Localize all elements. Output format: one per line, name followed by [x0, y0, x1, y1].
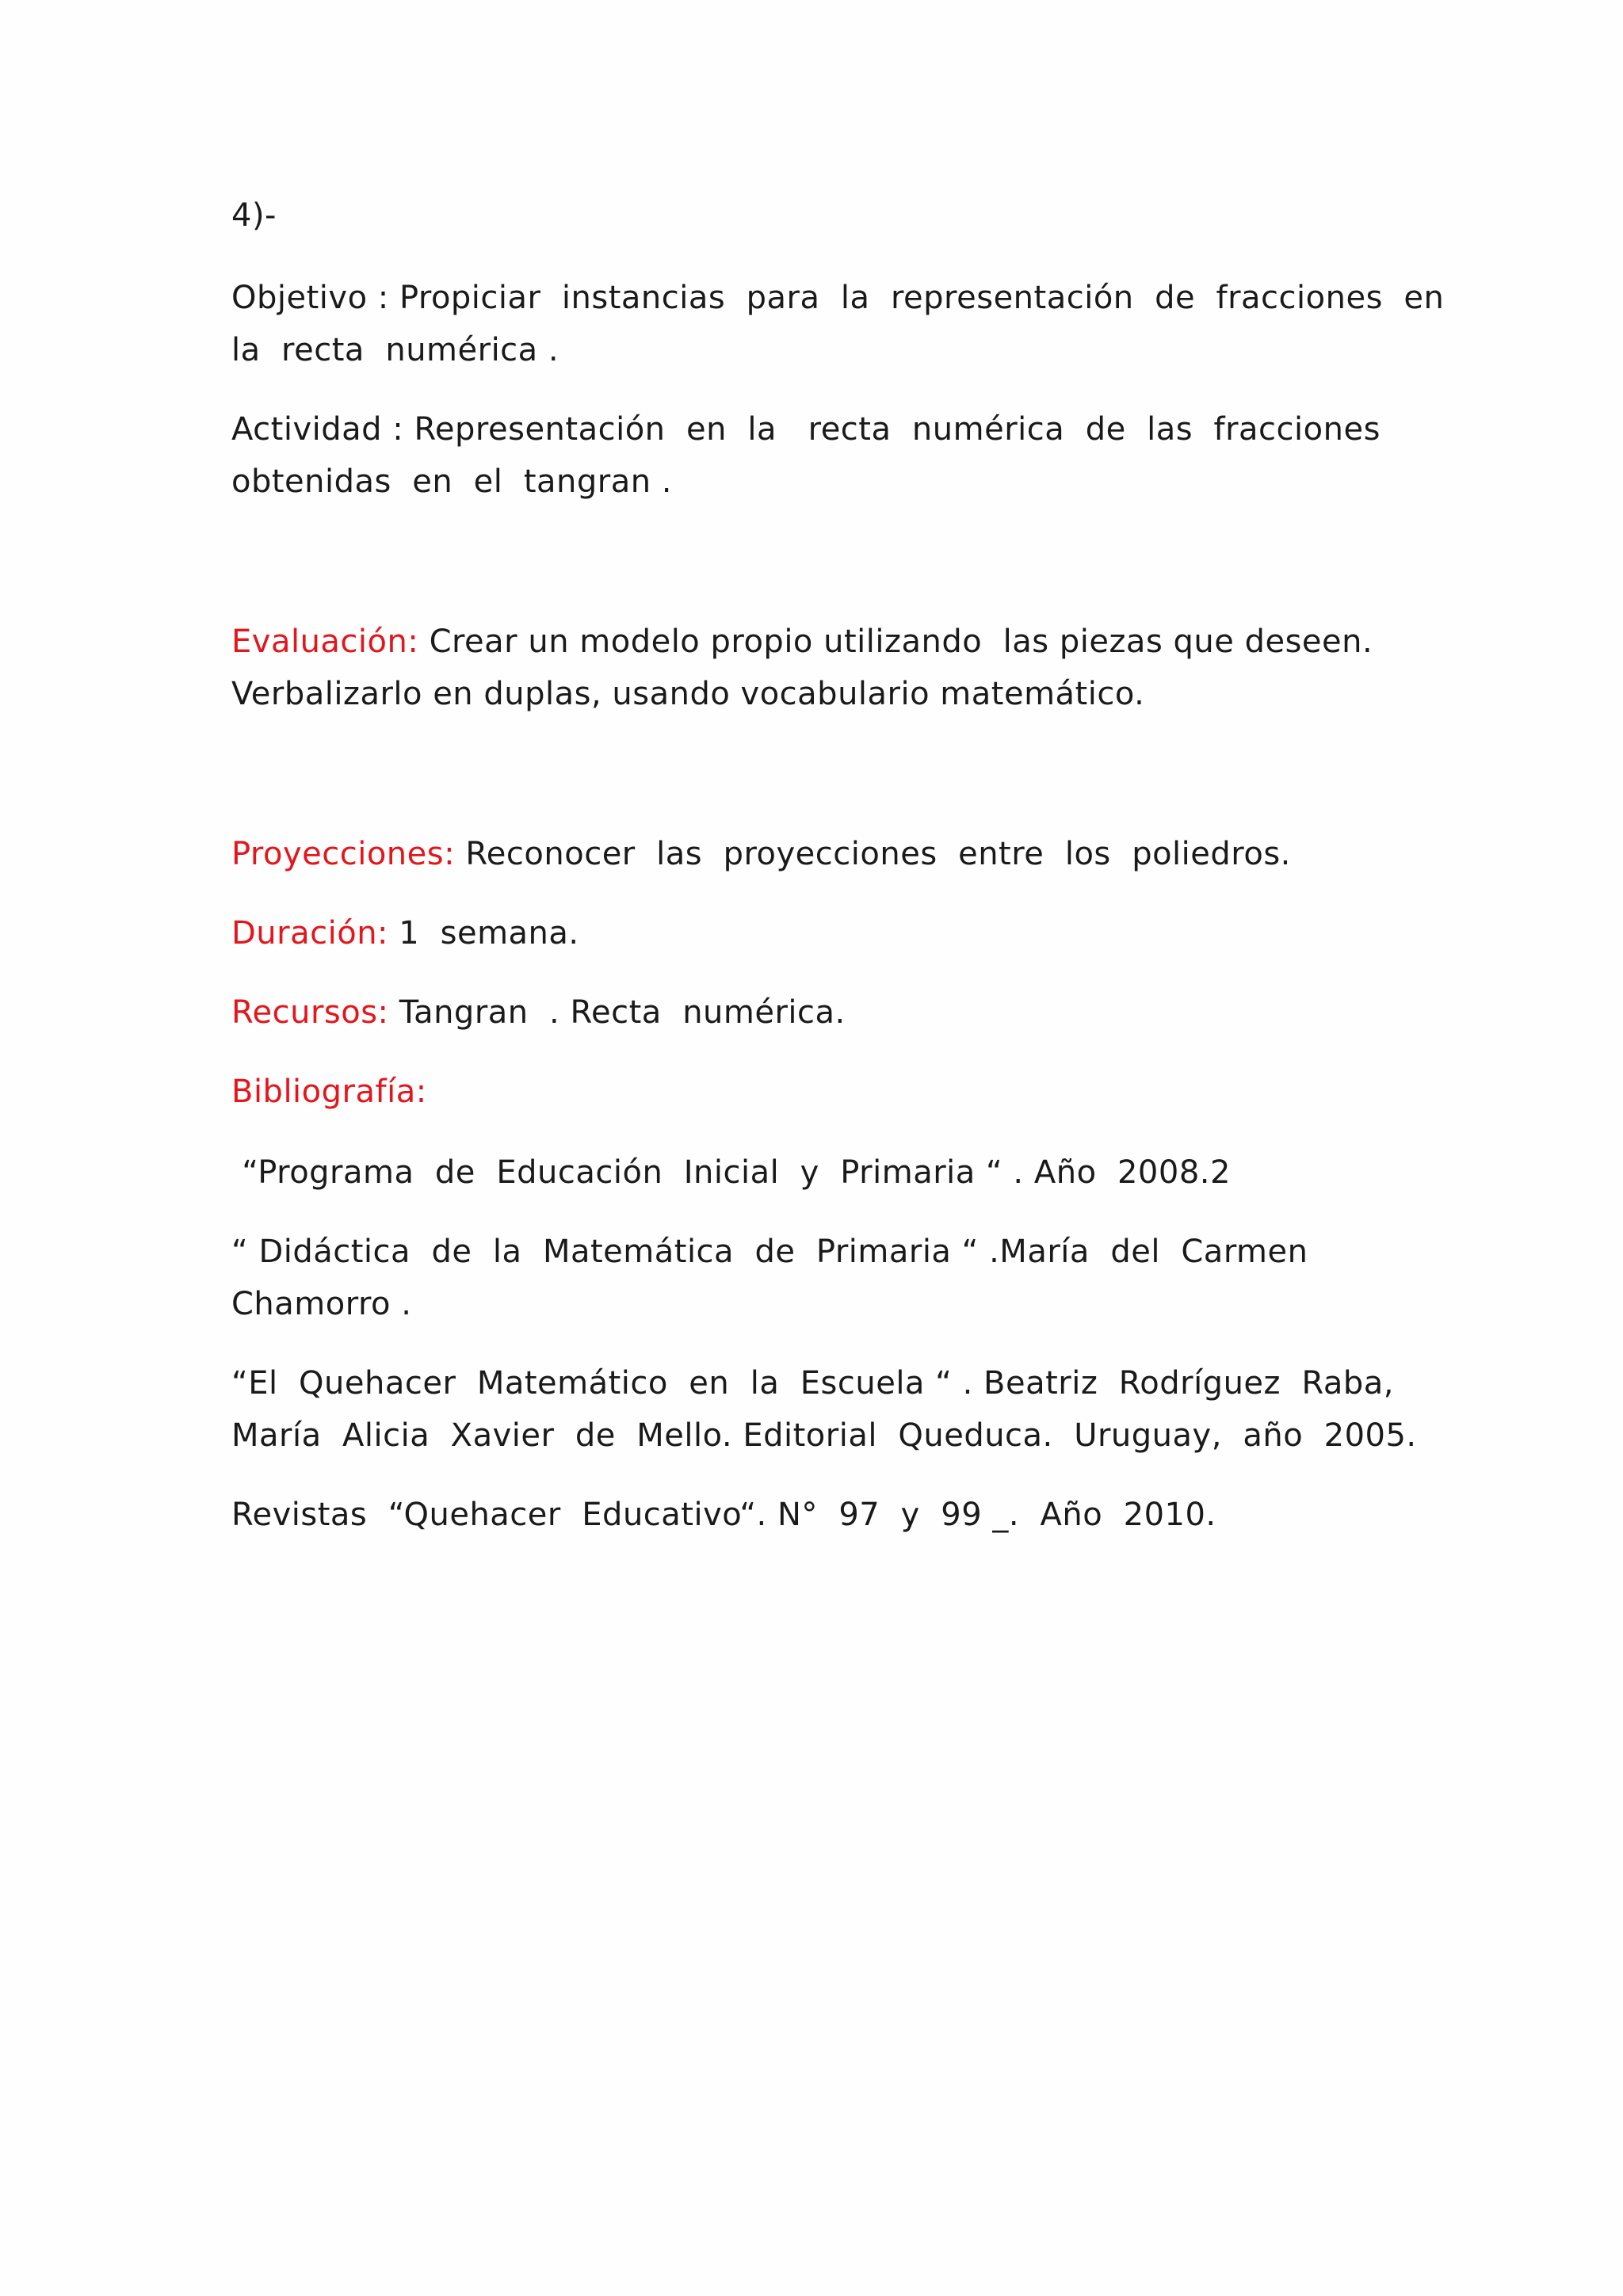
objetivo-line-2: la recta numérica . — [231, 332, 559, 368]
objetivo-line-1 — [231, 282, 1444, 314]
recursos-label: Recursos: — [231, 994, 389, 1031]
objetivo-text-1: Propiciar instancias para la representación de fracciones en — [399, 280, 1445, 316]
section-number: 4)- — [231, 197, 277, 234]
evaluacion-line-1 — [231, 626, 1373, 658]
bibliografia-entry-2-line-2: Chamorro . — [231, 1286, 412, 1322]
actividad-line-1 — [231, 411, 1381, 448]
bibliografia-label: Bibliografía: — [231, 1074, 427, 1110]
objetivo-label: Objetivo : — [231, 280, 389, 316]
recursos-line — [231, 994, 846, 1031]
recursos-text: Tangran . Recta numérica. — [399, 994, 846, 1031]
evaluacion-label: Evaluación: — [231, 624, 419, 660]
bibliografia-entry-1: “Programa de Educación Inicial y Primaria “ . Año 2008.2 — [231, 1154, 1231, 1191]
evaluacion-text-1: Crear un modelo propio utilizando las piezas que deseen. — [429, 624, 1373, 660]
actividad-label: Actividad : — [231, 411, 404, 448]
bibliografia-entry-4: Revistas “Quehacer Educativo“. N° 97 y 99 _. Año 2010. — [231, 1497, 1216, 1533]
proyecciones-label: Proyecciones: — [231, 836, 456, 872]
bibliografia-entry-2-line-1: “ Didáctica de la Matemática de Primaria “ .María del Carmen — [231, 1234, 1308, 1270]
duracion-text: 1 semana. — [399, 915, 579, 952]
bibliografia-entry-3-line-2: María Alicia Xavier de Mello. Editorial Queduca. Uruguay, año 2005. — [231, 1417, 1417, 1454]
actividad-line-2: obtenidas en el tangran . — [231, 463, 673, 500]
duracion-line — [231, 915, 579, 952]
bibliografia-entry-3-line-1: “El Quehacer Matemático en la Escuela “ . Beatriz Rodríguez Raba, — [231, 1365, 1394, 1402]
evaluacion-line-2: Verbalizarlo en duplas, usando vocabulario matemático. — [231, 676, 1145, 712]
proyecciones-line — [231, 838, 1291, 870]
duracion-label: Duración: — [231, 915, 389, 952]
proyecciones-text: Reconocer las proyecciones entre los poliedros. — [465, 836, 1291, 872]
actividad-text-1: Representación en la recta numérica de las fracciones — [414, 411, 1381, 448]
